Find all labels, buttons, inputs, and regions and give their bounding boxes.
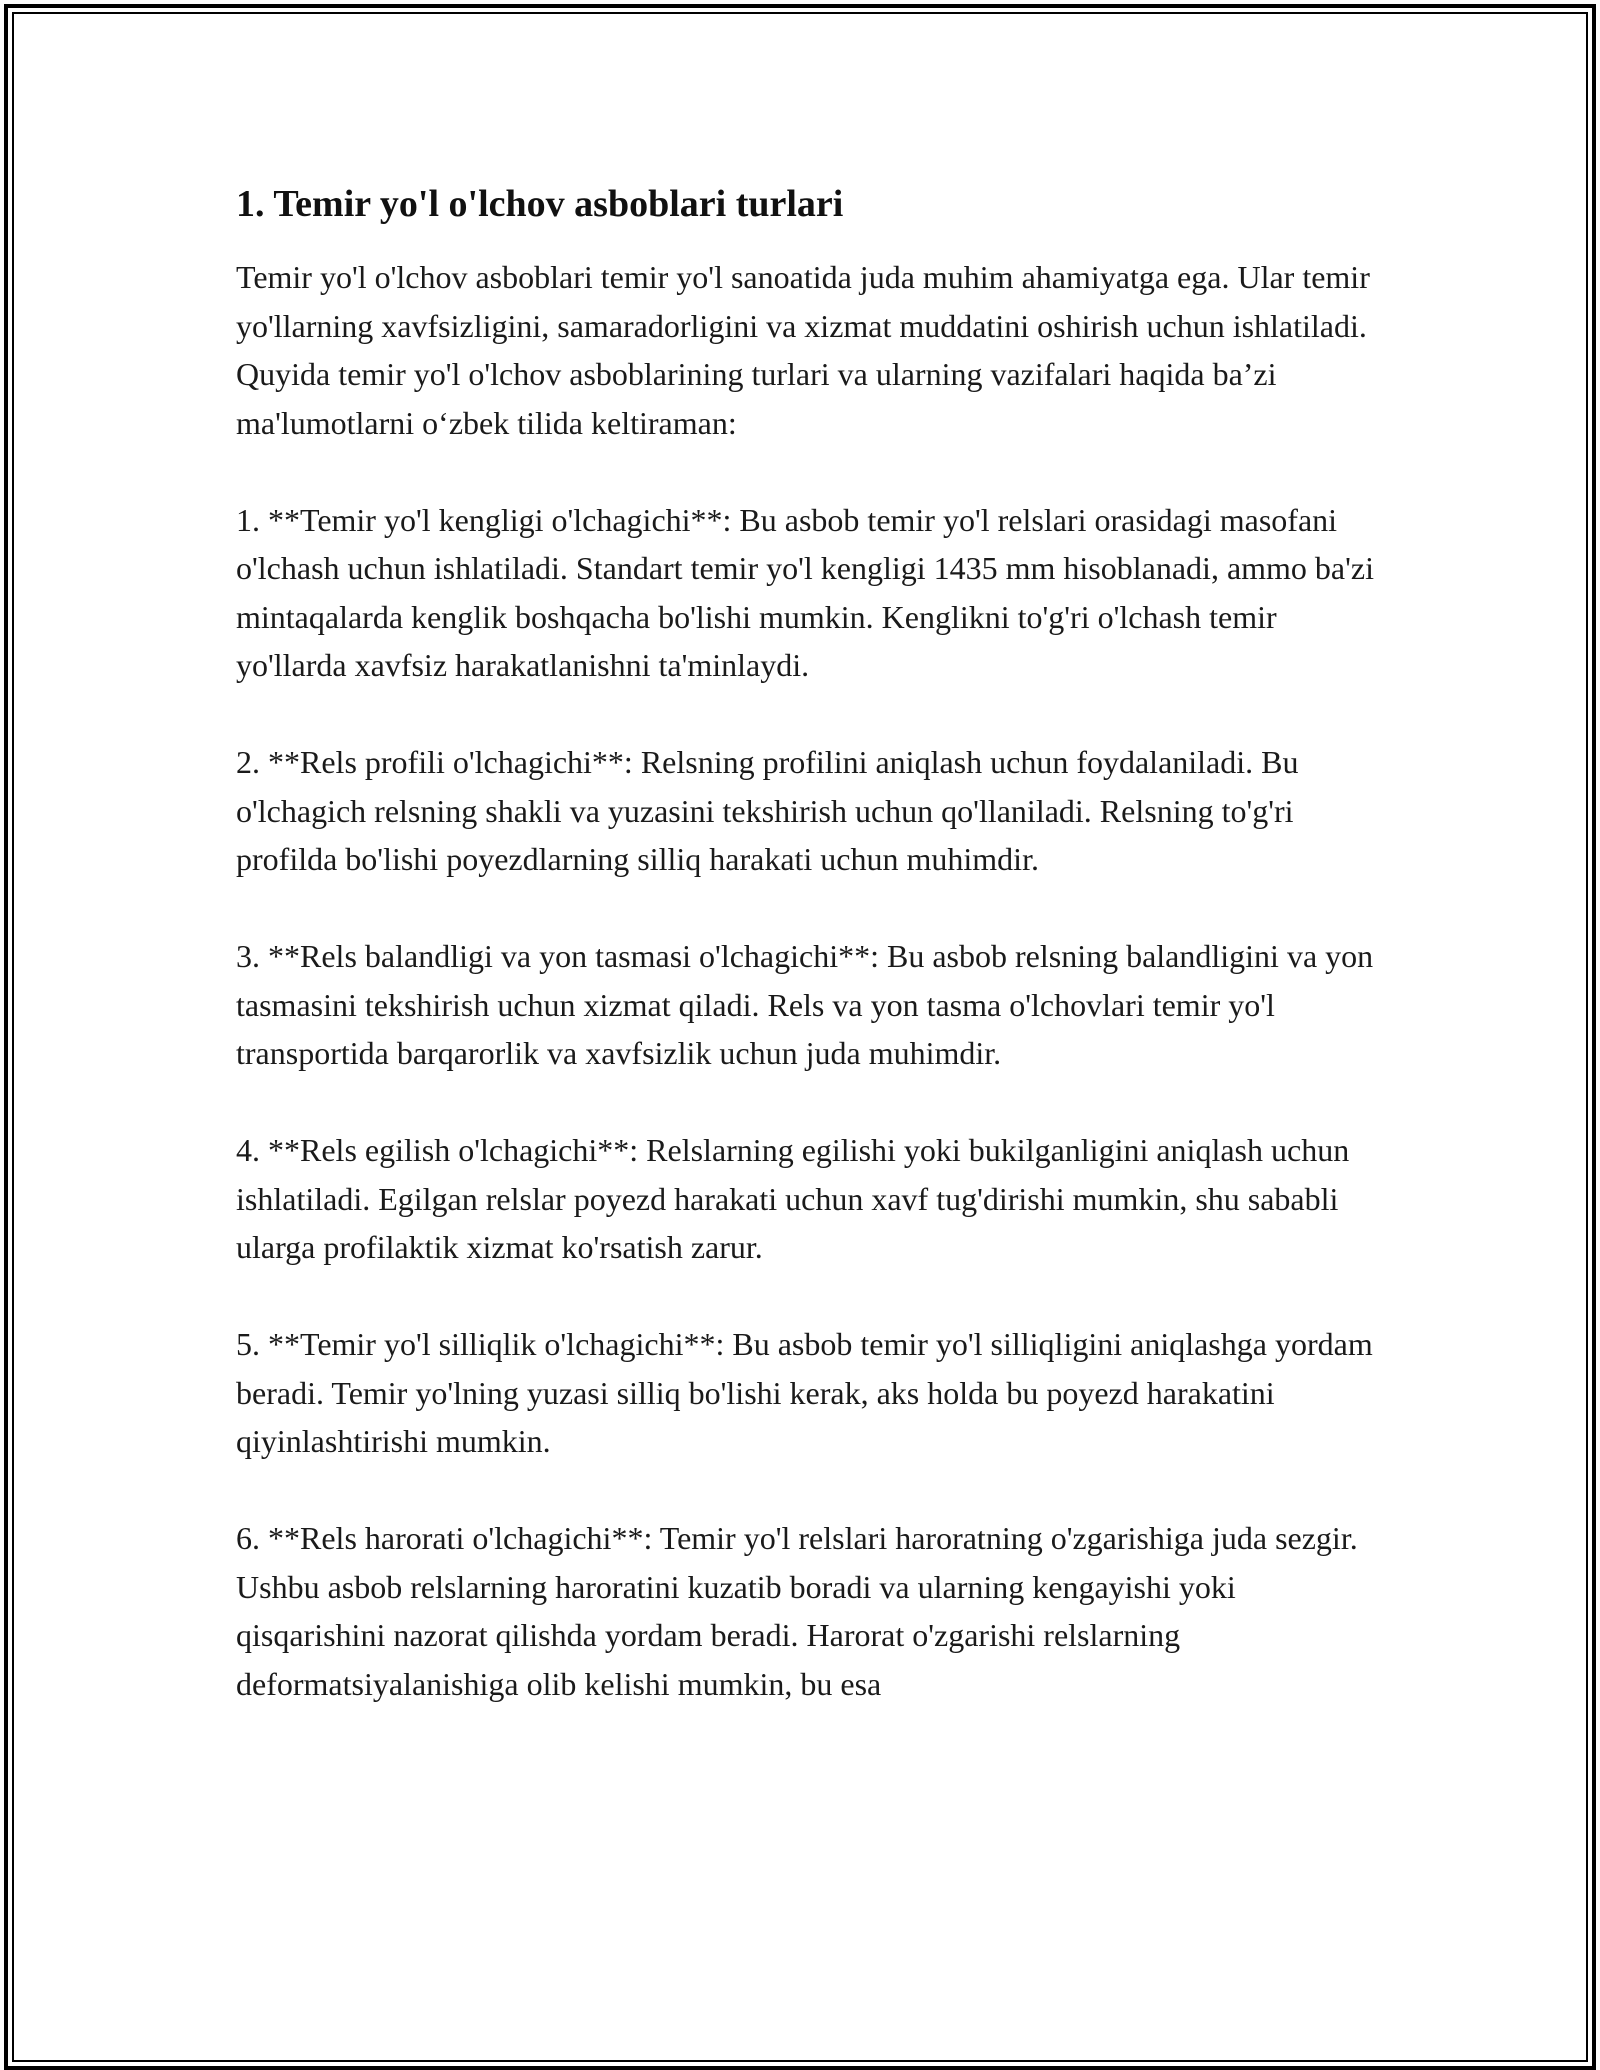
list-item-rail-height: 3. **Rels balandligi va yon tasmasi o'lchagichi**: Bu asbob relsning balandligini va yon tasmasini tekshirish uchun xizmat qiladi. Rels va yon tasma o'lchovlari temir yo'l transportida barqarorlik va xavfsizlik uchun juda muhimdir. bbox=[236, 938, 1374, 1072]
list-item-temperature: 6. **Rels harorati o'lchagichi**: Temir yo'l relslari haroratning o'zgarishiga juda sezgir. Ushbu asbob relslarning haroratini kuzatib boradi va ularning kengayishi yoki qisqarishini nazorat qilishda yordam beradi. Harorat o'zgarishi relslarning deformatsiyalanishiga olib kelishi mumkin, bu esa bbox=[236, 1520, 1358, 1702]
list-item-smoothness: 5. **Temir yo'l silliqlik o'lchagichi**: Bu asbob temir yo'l silliqligini aniqlashga yordam beradi. Temir yo'lning yuzasi silliq bo'lishi kerak, aks holda bu poyezd harakatini qiyinlashtirishi mumkin. bbox=[236, 1326, 1373, 1460]
intro-paragraph: Temir yo'l o'lchov asboblari temir yo'l sanoatida juda muhim ahamiyatga ega. Ular temir yo'llarning xavfsizligini, samaradorligini va xizmat muddatini oshirish uchun ishlatiladi. Quyida temir yo'l o'lchov asboblarining turlari va ularning vazifalari haqida ba’zi ma'lumotlarni o‘zbek tilida keltiraman: bbox=[236, 259, 1370, 441]
section-heading: 1. Temir yo'l o'lchov asboblari turlari bbox=[236, 183, 844, 225]
document-body bbox=[236, 180, 1376, 1757]
list-item-rail-bending: 4. **Rels egilish o'lchagichi**: Relslarning egilishi yoki bukilganligini aniqlash uchun ishlatiladi. Egilgan relslar poyezd harakati uchun xavf tug'dirishi mumkin, shu sababli ularga profilaktik xizmat ko'rsatish zarur. bbox=[236, 1132, 1350, 1266]
list-item-rail-profile: 2. **Rels profili o'lchagichi**: Relsning profilini aniqlash uchun foydalaniladi. Bu o'lchagich relsning shakli va yuzasini tekshirish uchun qo'llaniladi. Relsning to'g'ri profilda bo'lishi poyezdlarning silliq harakati uchun muhimdir. bbox=[236, 744, 1299, 878]
list-item-gauge-width: 1. **Temir yo'l kengligi o'lchagichi**: Bu asbob temir yo'l relslari orasidagi masofani o'lchash uchun ishlatiladi. Standart temir yo'l kengligi 1435 mm hisoblanadi, ammo ba'zi mintaqalarda kenglik boshqacha bo'lishi mumkin. Kenglikni to'g'ri o'lchash temir yo'llarda xavfsiz harakatlanishni ta'minlaydi. bbox=[236, 501, 1374, 684]
